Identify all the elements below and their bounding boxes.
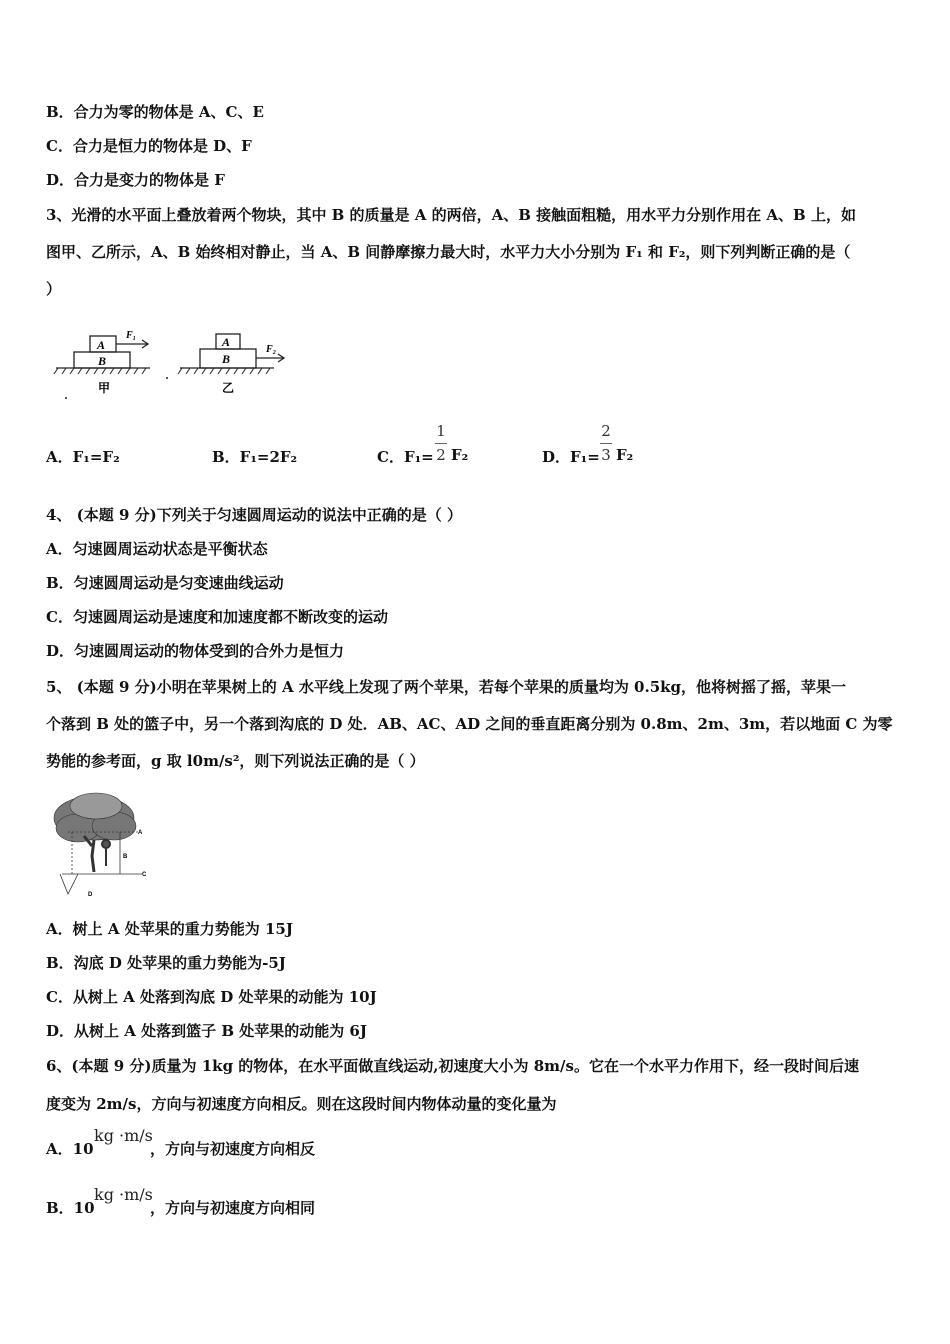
q3-option-d-suffix: F₂: [616, 446, 634, 464]
q3-option-d-fraction-bar: [600, 443, 612, 444]
q3-option-c-suffix: F₂: [451, 446, 469, 464]
label-force-left: F₁: [126, 330, 137, 341]
label-b-left: B: [98, 354, 107, 368]
q3-option-b: B．F₁=2F₂: [212, 448, 298, 466]
q6-stem-line2: 度变为 2m/s，方向与初速度方向相反。则在这段时间内物体动量的变化量为: [46, 1095, 557, 1113]
q4-option-b: B．匀速圆周运动是匀变速曲线运动: [46, 574, 284, 592]
fig-label-d: D: [88, 892, 93, 898]
person-figure: [102, 840, 110, 866]
tree-canopy: [54, 793, 136, 842]
fig-label-c: C: [142, 872, 147, 878]
q3-option-c-prefix: C．F₁=: [377, 448, 434, 466]
q5-option-a: A．树上 A 处苹果的重力势能为 15J: [46, 920, 293, 938]
q6-option-b-unit: kg ·m/s: [94, 1185, 153, 1204]
q5-stem-line2: 个落到 B 处的篮子中，另一个落到沟底的 D 处．AB、AC、AD 之间的垂直距离分别为 0.8m、2m、3m，若以地面 C 为零: [46, 715, 893, 733]
q3-option-d-prefix: D．F₁=: [542, 448, 600, 466]
q5-option-b: B．沟底 D 处苹果的重力势能为-5J: [46, 954, 286, 972]
q3-option-d-denominator: 3: [601, 446, 611, 464]
prev-option-c: C．合力是恒力的物体是 D、F: [46, 137, 252, 155]
q3-stem-line1: 3、光滑的水平面上叠放着两个物块，其中 B 的质量是 A 的两倍，A、B 接触面粗糙，用水平力分别作用在 A、B 上，如: [46, 206, 856, 224]
q6-option-b-suffix: ，方向与初速度方向相同: [150, 1199, 316, 1217]
q5-stem-line1: 5、 (本题 9 分)小明在苹果树上的 A 水平线上发现了两个苹果，若每个苹果的质量均为 0.5kg，他将树摇了摇，苹果一: [46, 678, 847, 696]
ground-hatch-right: [178, 368, 270, 374]
q3-stem-line2: 图甲、乙所示，A、B 始终相对静止，当 A、B 间静摩擦力最大时，水平力大小分别为 F₁ 和 F₂，则下列判断正确的是（: [46, 243, 851, 261]
prev-option-d: D．合力是变力的物体是 F: [46, 171, 225, 189]
q3-option-d-numerator: 2: [601, 422, 611, 440]
q4-option-d: D．匀速圆周运动的物体受到的合外力是恒力: [46, 642, 345, 660]
q4-stem: 4、 (本题 9 分)下列关于匀速圆周运动的说法中正确的是（ ）: [46, 506, 462, 524]
q3-figure: [52, 322, 302, 402]
q6-option-a-suffix: ，方向与初速度方向相反: [150, 1140, 316, 1158]
q6-option-a-unit: kg ·m/s: [94, 1126, 153, 1145]
q4-option-a: A．匀速圆周运动状态是平衡状态: [46, 540, 268, 558]
q3-stem-line3: ）: [46, 280, 62, 298]
q6-option-a-prefix: A．10: [46, 1140, 94, 1158]
q5-option-c: C．从树上 A 处落到沟底 D 处苹果的动能为 10J: [46, 988, 377, 1006]
prev-option-b: B．合力为零的物体是 A、C、E: [46, 103, 264, 121]
q3-option-a: A．F₁=F₂: [46, 448, 120, 466]
fig-label-b: B: [123, 854, 128, 860]
label-a-left: A: [97, 338, 106, 352]
label-b-right: B: [222, 352, 231, 366]
fig-label-a: A: [138, 830, 143, 836]
label-a-right: A: [222, 335, 231, 349]
label-force-right: F₂: [266, 344, 277, 355]
q6-stem-line1: 6、(本题 9 分)质量为 1kg 的物体，在水平面做直线运动,初速度大小为 8m/s。它在一个水平力作用下，经一段时间后速: [46, 1057, 859, 1075]
dot-mark-2: [166, 377, 168, 379]
dot-mark: [65, 397, 67, 399]
q4-option-c: C．匀速圆周运动是速度和加速度都不断改变的运动: [46, 608, 388, 626]
caption-right: 乙: [222, 381, 235, 395]
ground-hatch-left: [54, 368, 146, 374]
q5-stem-line3: 势能的参考面，g 取 l0m/s²，则下列说法正确的是（ ）: [46, 752, 425, 770]
q3-option-c-numerator: 1: [436, 422, 446, 440]
q5-tree-figure: [48, 790, 152, 902]
q6-option-b-prefix: B．10: [46, 1199, 95, 1217]
q3-options: [46, 422, 746, 470]
caption-left: 甲: [98, 381, 111, 395]
q3-option-c-denominator: 2: [436, 446, 446, 464]
q5-option-d: D．从树上 A 处落到篮子 B 处苹果的动能为 6J: [46, 1022, 367, 1040]
ditch-d: [60, 874, 78, 894]
q3-option-c-fraction-bar: [435, 443, 447, 444]
